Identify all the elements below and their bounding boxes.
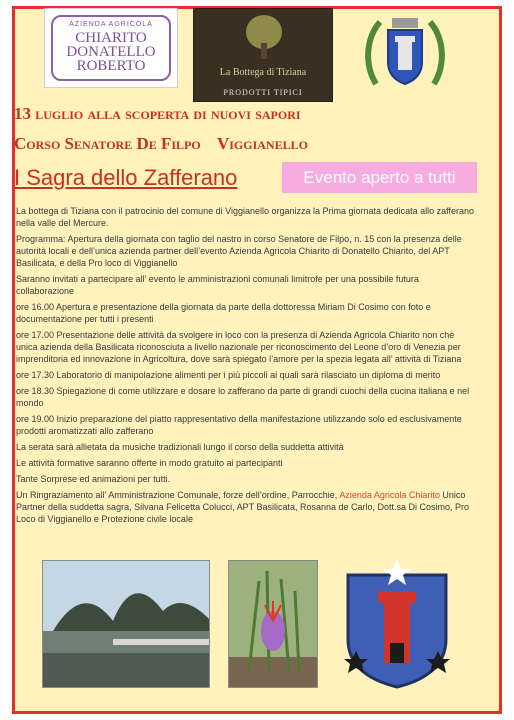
paragraph: ore 16.00 Apertura e presentazione della giornata da parte della dottoressa Miriam Di Cosimo con foto e documentazione per tutti i presenti	[16, 302, 431, 324]
thanks-intro: Un Ringraziamento all’ Amministrazione Comunale, forze dell’ordine, Parrocchie,	[16, 490, 338, 500]
thanks-paragraph	[16, 489, 478, 525]
headline-town: Viggianello	[216, 134, 308, 153]
tower-crest-icon	[342, 555, 452, 689]
paragraph: Le attività formative saranno offerte in modo gratuito ai partecipanti	[16, 458, 283, 468]
logo-subtitle: AZIENDA AGRICOLA	[69, 21, 153, 28]
chiarito-logo	[44, 8, 178, 88]
paragraph: La serata sarà allietata da musiche tradizionali lungo il corso della suddetta attività	[16, 442, 344, 452]
paragraph: Tante Sorprese ed animazioni per tutti.	[16, 474, 171, 484]
paragraph: Programma: Apertura della giornata con taglio del nastro in corso Senatore de Filpo, n. 15 con la presenza delle autorità locali e dell’unica azienda partner dell’evento Azienda Agricola Chiarito di Donatello Chiarito, del APT Basilicata, e della Pro loco di Viggianello	[16, 234, 462, 268]
viggianello-crest-icon	[362, 12, 448, 98]
headline-location	[14, 134, 308, 154]
tree-trunk	[261, 43, 267, 59]
thanks-rest: Unico Partner della suddetta sagra, Silvana Felicetta Colucci, APT Basilicata, Rosanna de Carlo, Dott.sa Di Cosimo, Pro Loco di Viggianello e Protezione civile locale	[16, 490, 470, 524]
event-description	[16, 205, 478, 529]
logo-name-line: CHIARITO	[75, 30, 147, 46]
logo-name-line: DONATELLO	[66, 44, 156, 60]
open-event-badge: Evento aperto a tutti	[282, 162, 477, 193]
paragraph: Saranno invitati a partecipare all’ evento le amministrazioni comunali limitrofe per una possibile futura collaborazione	[16, 274, 419, 296]
paragraph: ore 17.30 Laboratorio di manipolazione alimenti per i più piccoli ai quali sarà rilasciato un diploma di merito	[16, 370, 441, 380]
saffron-flower-icon	[229, 561, 318, 688]
lake-scene-icon	[43, 561, 210, 688]
logo-name	[45, 31, 177, 73]
headline-street: Corso Senatore De Filpo	[14, 134, 201, 153]
paragraph: ore 19.00 Inizio preparazione del piatto rappresentativo della manifestazione utilizzando solo ed esclusivamente prodotti aromatizzati allo zafferano	[16, 414, 462, 436]
paragraph: La bottega di Tiziana con il patrocinio del comune di Viggianello organizza la Prima giornata dedicata allo zafferano nella valle del Mercure.	[16, 206, 474, 228]
logo-name-line: ROBERTO	[76, 58, 146, 74]
paragraph: ore 18.30 Spiegazione di come utilizzare e dosare lo zafferano da parte di grandi cuochi della cucina italiana e nel mondo	[16, 386, 470, 408]
bottega-logo	[193, 8, 333, 102]
paragraph: ore 17.00 Presentazione delle attività da svolgere in loco con la presenza di Azienda Agricola Chiarito non chè unica azienda della Basilicata riconosciuta a livello nazionale per riconoscimento del Leone d’oro di Venezia per imprenditoria ed innovazione in Agricoltura, dove sarà spiegato l’amore per la spezia legata all’ attività di Tiziana	[16, 330, 462, 364]
bottega-tagline: PRODOTTI TIPICI	[223, 88, 303, 97]
saffron-photo	[228, 560, 318, 688]
headline-date: 13 luglio alla scoperta di nuovi sapori	[14, 104, 301, 123]
partner-name: Azienda Agricola Chiarito	[339, 490, 440, 500]
bottega-name: La Bottega di Tiziana	[219, 67, 307, 78]
event-title: I Sagra dello Zafferano	[14, 165, 238, 190]
landscape-photo	[42, 560, 210, 688]
